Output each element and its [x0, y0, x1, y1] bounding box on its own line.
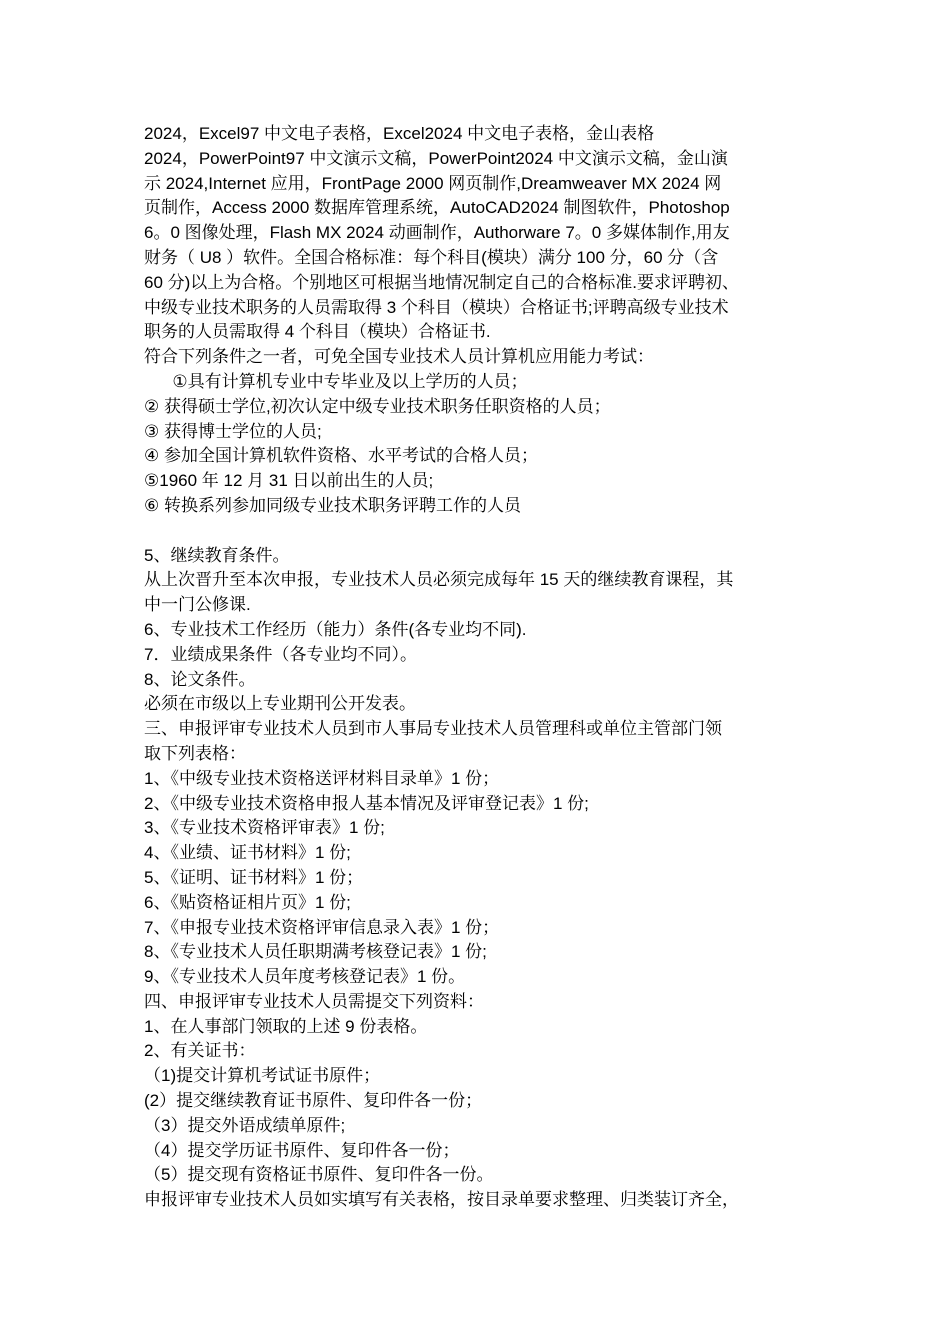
list-item: 2、《中级专业技术资格申报人基本情况及评审登记表》1 份;	[144, 793, 589, 813]
text-line: 申报评审专业技术人员如实填写有关表格，按目录单要求整理、归类装订齐全，	[144, 1190, 739, 1210]
section-heading: 8、论文条件。	[144, 669, 256, 689]
section-heading: 四、申报评审专业技术人员需提交下列资料：	[144, 991, 484, 1011]
list-item: ①具有计算机专业中专毕业及以上学历的人员；	[144, 371, 528, 391]
list-item: (2）提交继续教育证书原件、复印件各一份；	[144, 1091, 483, 1111]
text-line: 2024，Excel97 中文电子表格，Excel2024 中文电子表格，金山表格	[144, 124, 655, 143]
list-item: 2、有关证书：	[144, 1041, 256, 1061]
list-item: ② 获得硕士学位,初次认定中级专业技术职务任职资格的人员；	[144, 396, 611, 416]
text-line: 页制作，Access 2000 数据库管理系统，AutoCAD2024 制图软件，Photoshop	[144, 198, 730, 218]
section-heading: 6、专业技术工作经历（能力）条件(各专业均不同).	[144, 619, 527, 639]
text-line: 中级专业技术职务的人员需取得 3 个科目（模块）合格证书;评聘高级专业技术	[144, 297, 729, 317]
list-item: 1、在人事部门领取的上述 9 份表格。	[144, 1016, 428, 1036]
list-item: （5）提交现有资格证书原件、复印件各一份。	[144, 1165, 494, 1185]
text-line: 符合下列条件之一者，可免全国专业技术人员计算机应用能力考试：	[144, 347, 654, 367]
list-item: 5、《证明、证书材料》1 份；	[144, 867, 364, 887]
list-item: 1、《中级专业技术资格送评材料目录单》1 份；	[144, 768, 500, 788]
section-heading: 三、申报评审专业技术人员到市人事局专业技术人员管理科或单位主管部门领	[144, 719, 722, 739]
text-line: 60 分)以上为合格。个别地区可根据当地情况制定自己的合格标准.要求评聘初、	[144, 272, 740, 292]
text-line: 6。0 图像处理，Flash MX 2024 动画制作，Authorware 7。0 多媒体制作,用友	[144, 223, 730, 243]
text-line: 取下列表格：	[144, 743, 246, 763]
list-item: 4、《业绩、证书材料》1 份;	[144, 843, 351, 863]
list-item: ⑤1960 年 12 月 31 日以前出生的人员;	[144, 471, 434, 491]
list-item: 3、《专业技术资格评审表》1 份;	[144, 818, 385, 838]
list-item: 9、《专业技术人员年度考核登记表》1 份。	[144, 967, 466, 987]
list-item: （4）提交学历证书原件、复印件各一份；	[144, 1140, 460, 1160]
text-line: 职务的人员需取得 4 个科目（模块）合格证书.	[144, 322, 491, 342]
section-heading: 5、继续教育条件。	[144, 545, 290, 565]
blank-line	[144, 519, 814, 544]
text-line: 示 2024,Internet 应用，FrontPage 2000 网页制作,Dreamweaver MX 2024 网	[144, 173, 722, 193]
text-line: 中一门公修课.	[144, 595, 251, 615]
text-line: 必须在市级以上专业期刊公开发表。	[144, 694, 416, 714]
list-item: ③ 获得博士学位的人员;	[144, 421, 322, 441]
list-item: （1)提交计算机考试证书原件；	[144, 1066, 381, 1086]
list-item: ⑥ 转换系列参加同级专业技术职务评聘工作的人员	[144, 495, 521, 515]
list-item: ④ 参加全国计算机软件资格、水平考试的合格人员；	[144, 446, 538, 466]
list-item: （3）提交外语成绩单原件;	[144, 1115, 346, 1135]
text-line: 财务（ U8 ）软件。全国合格标准：每个科目(模块）满分 100 分，60 分（含	[144, 247, 719, 267]
section-heading: 7．业绩成果条件（各专业均不同）。	[144, 644, 417, 664]
list-item: 6、《贴资格证相片页》1 份;	[144, 892, 351, 912]
text-line: 2024，PowerPoint97 中文演示文稿，PowerPoint2024 中文演示文稿，金山演	[144, 148, 728, 168]
list-item: 8、《专业技术人员任职期满考核登记表》1 份;	[144, 942, 487, 962]
text-line: 从上次晋升至本次申报，专业技术人员必须完成每年 15 天的继续教育课程，其	[144, 570, 734, 590]
document-body	[144, 122, 814, 1213]
list-item: 7、《申报专业技术资格评审信息录入表》1 份；	[144, 917, 500, 937]
